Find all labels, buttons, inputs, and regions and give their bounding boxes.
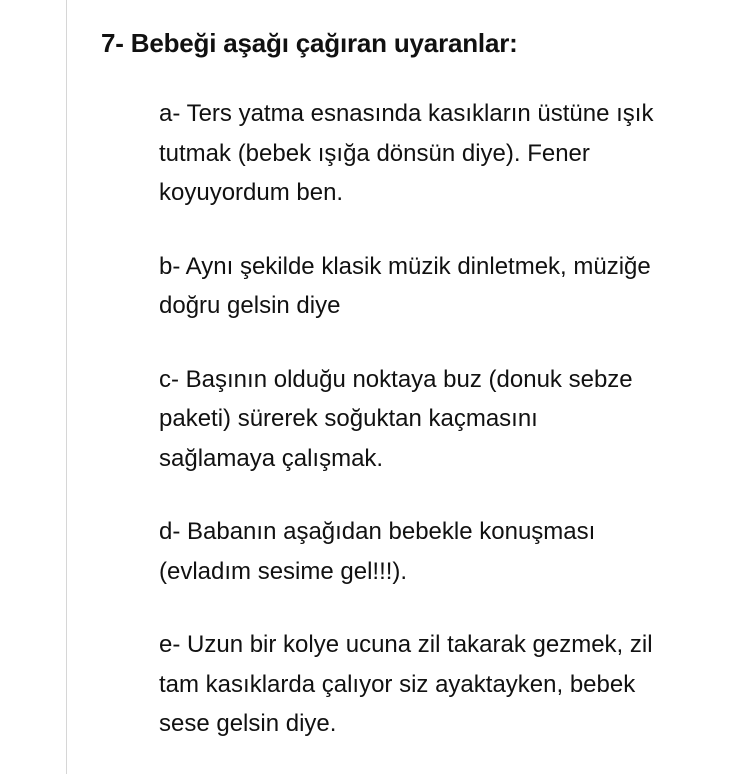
document-page: [66, 0, 750, 774]
stimuli-list: [159, 94, 659, 744]
list-item-b: b- Aynı şekilde klasik müzik dinletmek, müziğe doğru gelsin diye: [159, 252, 651, 319]
list-item-a: a- Ters yatma esnasında kasıkların üstüne ışık tutmak (bebek ışığa dönsün diye). Fener koyuyordum ben.: [159, 100, 654, 206]
section-heading: 7- Bebeği aşağı çağıran uyaranlar:: [101, 28, 518, 58]
list-item-d: d- Babanın aşağıdan bebekle konuşması (evladım sesime gel!!!).: [159, 518, 596, 585]
list-item-c: c- Başının olduğu noktaya buz (donuk sebze paketi) sürerek soğuktan kaçmasını sağlamaya çalışmak.: [159, 365, 633, 472]
list-item-e: e- Uzun bir kolye ucuna zil takarak gezmek, zil tam kasıklarda çalıyor siz ayaktayken, bebek sese gelsin diye.: [159, 631, 653, 737]
